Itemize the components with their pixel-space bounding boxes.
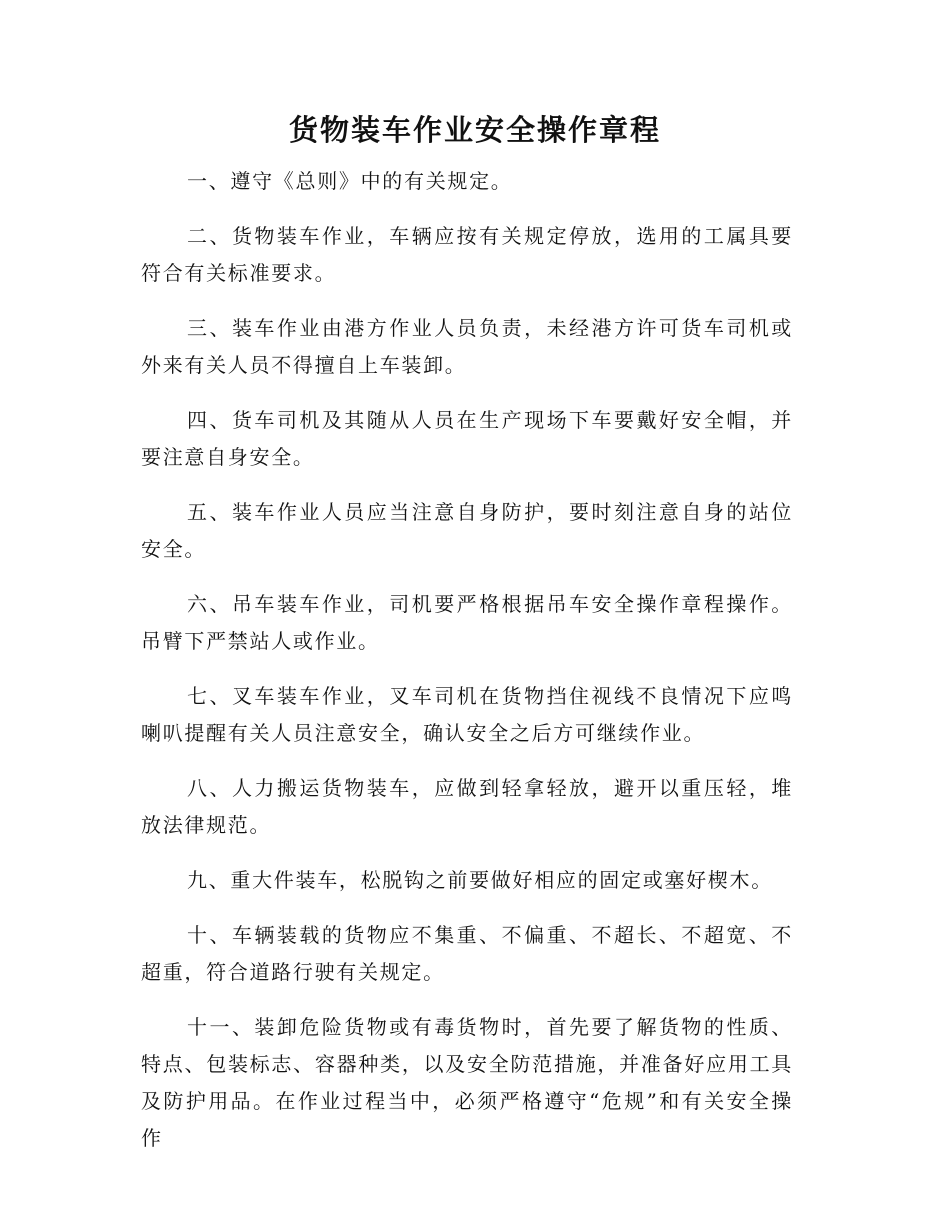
- paragraph-10: 十、车辆装载的货物应不集重、不偏重、不超长、不超宽、不超重，符合道路行驶有关规定。: [141, 923, 793, 984]
- paragraph-4: 四、货车司机及其随从人员在生产现场下车要戴好安全帽，并要注意自身安全。: [141, 408, 793, 469]
- paragraph-5: 五、装车作业人员应当注意自身防护，要时刻注意自身的站位安全。: [141, 500, 793, 561]
- paragraph-11: 十一、装卸危险货物或有毒货物时，首先要了解货物的性质、特点、包装标志、容器种类，以及安全防范措施，并准备好应用工具及防护用品。在作业过程当中，必须严格遵守“危规”和有关安全操作: [141, 1015, 793, 1150]
- document-body: [141, 163, 793, 1175]
- paragraph-3: 三、装车作业由港方作业人员负责，未经港方许可货车司机或外来有关人员不得擅自上车装卸。: [141, 316, 793, 377]
- paragraph-7: 七、叉车装车作业，叉车司机在货物挡住视线不良情况下应鸣喇叭提醒有关人员注意安全，确认安全之后方可继续作业。: [141, 684, 793, 745]
- paragraph-1: 一、遵守《总则》中的有关规定。: [187, 169, 513, 193]
- document-title: 货物装车作业安全操作章程: [288, 113, 661, 147]
- paragraph-6: 六、吊车装车作业，司机要严格根据吊车安全操作章程操作。吊臂下严禁站人或作业。: [141, 592, 793, 653]
- paragraph-8: 八、人力搬运货物装车，应做到轻拿轻放，避开以重压轻，堆放法律规范。: [141, 776, 793, 837]
- paragraph-2: 二、货物装车作业，车辆应按有关规定停放，选用的工属具要符合有关标准要求。: [141, 224, 793, 285]
- paragraph-9: 九、重大件装车，松脱钩之前要做好相应的固定或塞好楔木。: [187, 868, 773, 892]
